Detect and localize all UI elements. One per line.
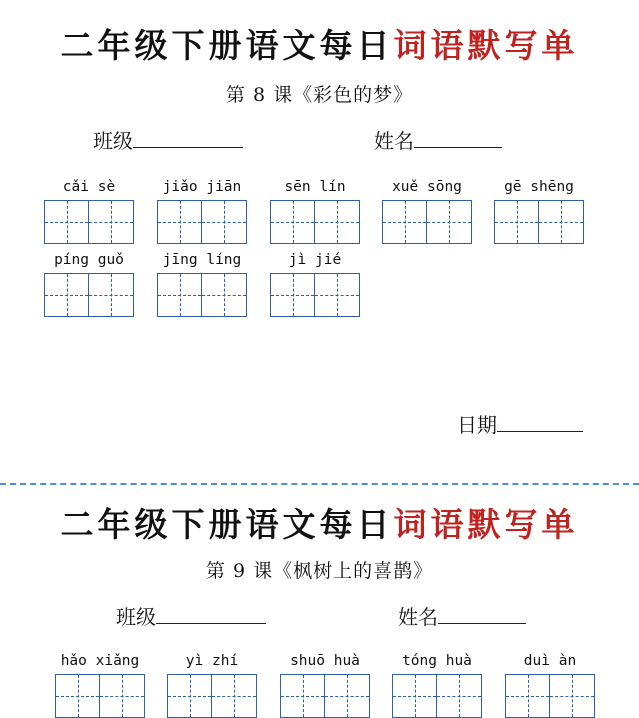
writing-box[interactable] [202,200,247,244]
writing-box[interactable] [157,273,202,317]
sheet2-title-red: 词语默写单 [393,505,579,544]
sheet1-word-4 [382,177,472,244]
writing-box[interactable] [315,200,360,244]
sheet1-word-2 [157,177,247,244]
writing-box[interactable] [55,674,100,718]
sheet2-title [0,499,639,546]
sheet1-date-field [457,409,583,438]
pinyin-label: cǎi sè [62,179,116,195]
writing-box[interactable] [44,200,89,244]
pinyin-label: sēn lín [284,179,346,195]
writing-box[interactable] [100,674,145,718]
pinyin-label: shuō huà [290,653,360,669]
pinyin-label: jì jié [288,252,342,268]
sheet1-name-blank[interactable] [414,146,502,148]
sheet1-word-3 [270,177,360,244]
sheet1-lesson-heading: 第 8 课《彩色的梦》 [225,84,414,106]
writing-box[interactable] [494,200,539,244]
writing-box[interactable] [315,273,360,317]
writing-box[interactable] [325,674,370,718]
sheet1-title-black: 二年级下册语文每日 [60,26,394,65]
sheet2-class-label: 班级 [116,605,156,629]
writing-box[interactable] [437,674,482,718]
sheet2-name-blank[interactable] [438,622,526,624]
sheet1-word-5 [494,177,584,244]
writing-box[interactable] [167,674,212,718]
pinyin-label: gē shēng [504,179,574,195]
writing-box[interactable] [44,273,89,317]
sheet2-word-3 [280,651,370,718]
pinyin-label: xuě sōng [392,179,462,195]
sheet1-word-7 [157,250,247,317]
writing-box[interactable] [89,200,134,244]
cut-line-divider [0,483,639,485]
sheet1-date-blank[interactable] [497,430,583,432]
writing-box[interactable] [427,200,472,244]
writing-box[interactable] [270,273,315,317]
sheet2-class-blank[interactable] [156,622,266,624]
sheet1-name-field [374,125,502,154]
sheet2-word-1 [55,651,145,718]
sheet2-word-2 [167,651,257,718]
writing-box[interactable] [539,200,584,244]
writing-box[interactable] [157,200,202,244]
sheet2-name-label: 姓名 [398,605,438,629]
pinyin-label: hǎo xiǎng [60,653,140,669]
pinyin-label: píng guǒ [54,252,124,268]
sheet2-lesson-heading: 第 9 课《枫树上的喜鹊》 [205,560,434,582]
sheet1-word-8 [270,250,360,317]
writing-box[interactable] [382,200,427,244]
writing-box[interactable] [212,674,257,718]
sheet2-name-field [398,601,526,630]
sheet1-word-1 [44,177,134,244]
writing-box[interactable] [280,674,325,718]
sheet2-class-field [116,601,266,630]
sheet2-word-5 [505,651,595,718]
sheet1-class-field [93,125,243,154]
writing-box[interactable] [89,273,134,317]
writing-box[interactable] [270,200,315,244]
sheet2-word-4 [392,651,482,718]
writing-box[interactable] [550,674,595,718]
pinyin-label: jiǎo jiān [162,179,242,195]
pinyin-label: jīng líng [162,252,242,268]
pinyin-label: yì zhí [185,653,239,669]
sheet1-class-label: 班级 [93,129,133,153]
pinyin-label: duì àn [523,653,577,669]
writing-box[interactable] [392,674,437,718]
sheet1-title [0,20,639,67]
sheet2-title-black: 二年级下册语文每日 [60,505,394,544]
sheet1-class-blank[interactable] [133,146,243,148]
sheet1-name-label: 姓名 [374,129,414,153]
sheet1-title-red: 词语默写单 [393,26,579,65]
sheet1-word-6 [44,250,134,317]
sheet1-date-label: 日期 [457,413,497,437]
writing-box[interactable] [202,273,247,317]
pinyin-label: tóng huà [402,653,472,669]
writing-box[interactable] [505,674,550,718]
